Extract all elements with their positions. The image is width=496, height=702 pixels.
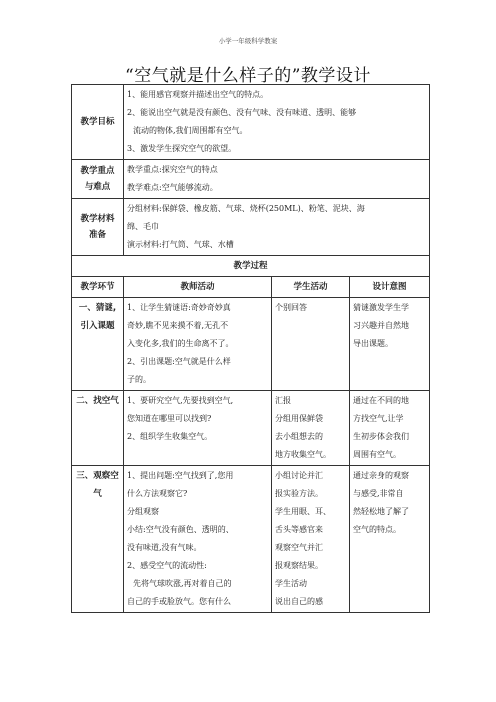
- stage-cell: [72, 391, 124, 466]
- stage-line: 气: [93, 489, 102, 499]
- teacher-line: 2、引出课题:空气就是什么样: [127, 357, 231, 366]
- intent-line: 猜谜激发学生学: [353, 303, 409, 312]
- process-title: 教学过程: [72, 256, 430, 277]
- teacher-line: 先将气球吹涨,再对着自己的: [133, 579, 232, 588]
- teacher-line: 1、让学生猜谜语:奇妙奇妙真: [127, 303, 231, 312]
- teacher-cell: [124, 298, 272, 391]
- teacher-line: 什么方法观察它?: [127, 489, 188, 498]
- intent-line: 空气的特点。: [353, 525, 401, 534]
- key-line: 教学重点:探究空气的特点: [127, 165, 218, 174]
- stage-line: 引入课题: [80, 321, 115, 331]
- teacher-cell: [124, 391, 272, 466]
- column-header: 学生活动: [272, 277, 350, 298]
- intent-line: 与感受,非常自: [353, 489, 404, 498]
- goal-line: 3、激发学生探究空气的欲望。: [127, 144, 237, 153]
- teacher-line: 1、提出问题:空气找到了,您用: [127, 471, 234, 480]
- stage-line: 二、找空气: [76, 396, 119, 406]
- student-line: 去小组想去的: [275, 432, 323, 441]
- teacher-line: 奇妙,瞧不见来摸不着,无孔不: [127, 321, 229, 330]
- student-cell: [272, 298, 350, 391]
- intent-cell: [350, 298, 430, 391]
- process-title-row: [72, 256, 430, 277]
- table-row: [72, 466, 430, 613]
- intent-line: 然轻松地了解了: [353, 507, 409, 516]
- intent-cell: [350, 466, 430, 613]
- materials-label: [72, 199, 124, 256]
- student-line: 报实验方法。: [275, 489, 323, 498]
- intent-line: 周围有空气。: [353, 450, 401, 459]
- student-line: 汇报: [275, 396, 291, 405]
- key-line: 教学难点:空气能够流动。: [127, 183, 218, 192]
- student-line: 学生活动: [275, 579, 307, 588]
- materials-row: [72, 199, 430, 256]
- label-line: 准备: [88, 230, 106, 240]
- page-header: 小学一年级科学教案: [218, 37, 278, 45]
- materials-content: [124, 199, 430, 256]
- goal-line: 流动的物体,我们周围都有空气。: [133, 126, 248, 135]
- student-line: 报观察结果。: [275, 561, 323, 570]
- intent-line: 习兴趣并自然地: [353, 321, 409, 330]
- student-line: 说出自己的感: [275, 597, 323, 606]
- label-line: 教学重点: [80, 166, 115, 176]
- teacher-line: 分组观察: [127, 507, 159, 516]
- stage-cell: [72, 466, 124, 613]
- key-points-content: [124, 160, 430, 199]
- student-cell: [272, 466, 350, 613]
- intent-line: 通过亲身的观察: [353, 471, 409, 480]
- intent-line: 方找空气,让学: [353, 414, 404, 423]
- student-line: 观察空气并汇: [275, 543, 323, 552]
- key-points-row: [72, 160, 430, 199]
- table-row: [72, 391, 430, 466]
- stage-line: 一、猜谜,: [78, 303, 117, 313]
- teacher-line: 小结:空气没有颜色、透明的、: [127, 525, 234, 534]
- stage-cell: [72, 298, 124, 391]
- teacher-line: 入变化多,我们的生命离不了。: [127, 339, 234, 348]
- material-line: 分组材料:保鲜袋、橡皮筋、气球、烧杯(250ML)、粉笔、泥块、海: [127, 204, 365, 213]
- lesson-plan-table: [71, 84, 430, 613]
- document-title: “空气就是什么样子的”教学设计: [125, 66, 371, 86]
- teacher-line: 1、要研究空气,先要找到空气,: [127, 396, 234, 405]
- student-cell: [272, 391, 350, 466]
- teacher-line: 自己的手或脸放气。您有什么: [127, 597, 231, 606]
- column-header: 教学环节: [72, 277, 124, 298]
- column-header: 教师活动: [124, 277, 272, 298]
- teacher-cell: [124, 466, 272, 613]
- intent-cell: [350, 391, 430, 466]
- stage-line: 三、观察空: [76, 471, 119, 481]
- material-line: 演示材料:打气筒、气球、水槽: [127, 240, 234, 249]
- material-line: 绵、毛巾: [127, 222, 159, 231]
- teacher-line: 您知道在哪里可以找到?: [127, 414, 212, 423]
- intent-line: 导出课题。: [353, 339, 393, 348]
- goals-label: 教学目标: [72, 85, 124, 160]
- goal-line: 1、能用感官观察并描述出空气的特点。: [127, 90, 269, 99]
- key-points-label: [72, 160, 124, 199]
- teacher-line: 2、感受空气的流动性:: [127, 561, 207, 570]
- label-line: 与难点: [84, 182, 111, 192]
- intent-line: 生初步体会我们: [353, 432, 409, 441]
- column-header: 设计意图: [350, 277, 430, 298]
- teacher-line: 2、组织学生收集空气。: [127, 432, 213, 441]
- goal-line: 2、能说出空气就是没有颜色、没有气味、没有味道、透明、能够: [127, 108, 357, 117]
- student-line: 舌头等感官来: [275, 525, 323, 534]
- column-header-row: [72, 277, 430, 298]
- teacher-line: 没有味道,没有气味。: [127, 543, 202, 552]
- goals-content: [124, 85, 430, 160]
- student-line: 地方收集空气。: [275, 450, 331, 459]
- student-line: 小组讨论并汇: [275, 471, 323, 480]
- student-line: 分组用保鲜袋: [275, 414, 323, 423]
- teacher-line: 子的。: [127, 375, 151, 384]
- table-row: [72, 298, 430, 391]
- goals-row: [72, 85, 430, 160]
- student-line: 学生用眼、耳、: [275, 507, 331, 516]
- intent-line: 通过在不同的地: [353, 396, 409, 405]
- student-line: 个别回答: [275, 303, 307, 312]
- label-line: 教学材料: [80, 214, 115, 224]
